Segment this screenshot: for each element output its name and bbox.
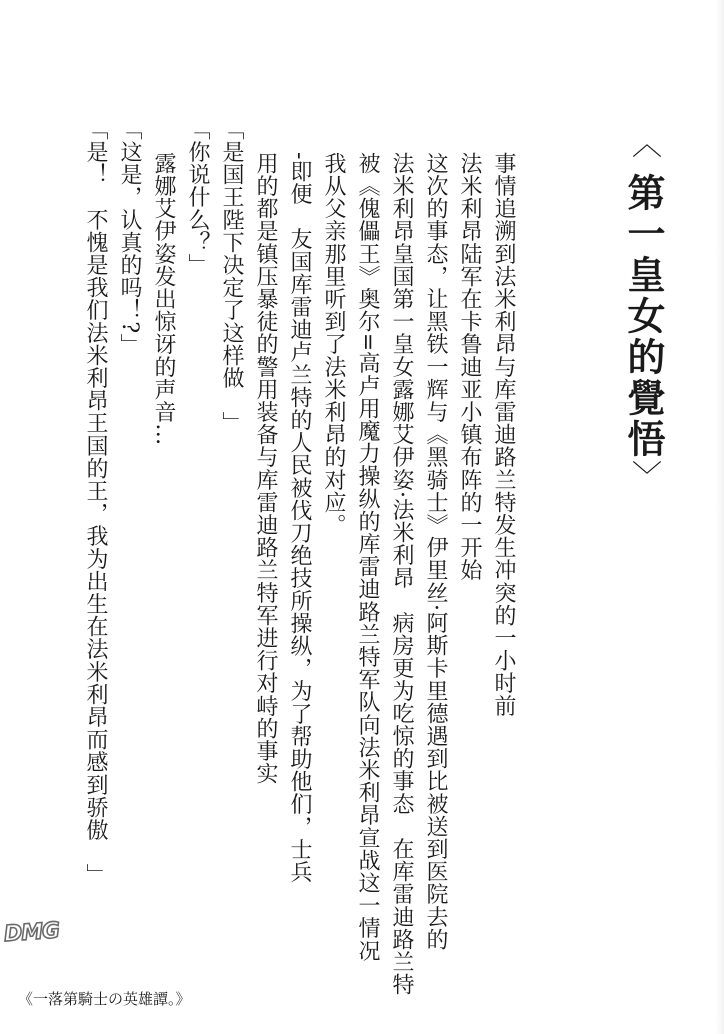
text-column: 「你说什么？」 — [185, 118, 210, 277]
text-column: 法米利昂陆军在卡鲁迪亚小镇布阵的一开始 — [457, 152, 482, 582]
watermark-text: DMG — [3, 918, 60, 948]
scan-edge-shadow — [716, 0, 724, 1034]
text-column: 用的都是镇压暴徒的警用装备与库雷迪路兰特军进行对峙的事实 — [253, 152, 278, 785]
book-title-footer: 《一落第騎士の英雄譚。》 — [18, 990, 191, 1008]
text-column: -即便 友国库雷迪卢兰特的人民被伐刀绝技所操纵，为了帮助他们，士兵 — [287, 152, 312, 884]
text-column: 这次的事态，让黑铁一辉与《黑骑士》伊里丝·阿斯卡里德遇到比被送到医院去的 — [423, 152, 448, 951]
close-angle-bracket: 〉 — [626, 460, 661, 493]
text-column: 事情追溯到法米利昂与库雷迪路兰特发生冲突的一小时前 — [491, 152, 516, 717]
text-column: 法米利昂皇国第一皇女露娜艾伊姿·法米利昂 病房更为吃惊的事态 在库雷迪路兰特 — [389, 152, 414, 996]
open-angle-bracket: 〈 — [626, 128, 661, 161]
text-column: 「是！ 不愧是我们法米利昂王国的王，我为出生在法米利昂而感到骄傲 」 — [83, 118, 108, 887]
chapter-heading — [612, 128, 674, 493]
text-column: 露娜艾伊姿发出惊讶的声音… — [151, 152, 176, 446]
text-column: 我从父亲那里听到了法米利昂的对应。 — [321, 152, 346, 537]
text-column: 「是国王陛下决定了这样做 」 — [219, 118, 244, 435]
text-column: 「这是，认真的吗！?」 — [117, 118, 142, 357]
text-column: 被《傀儡王》奥尔=高卢用魔力操纵的库雷迪路兰特军队向法米利昂宣战这一情况 — [355, 152, 380, 963]
watermark-logo — [4, 912, 66, 954]
chapter-title-text: 第一皇女的覺悟 — [621, 173, 666, 460]
